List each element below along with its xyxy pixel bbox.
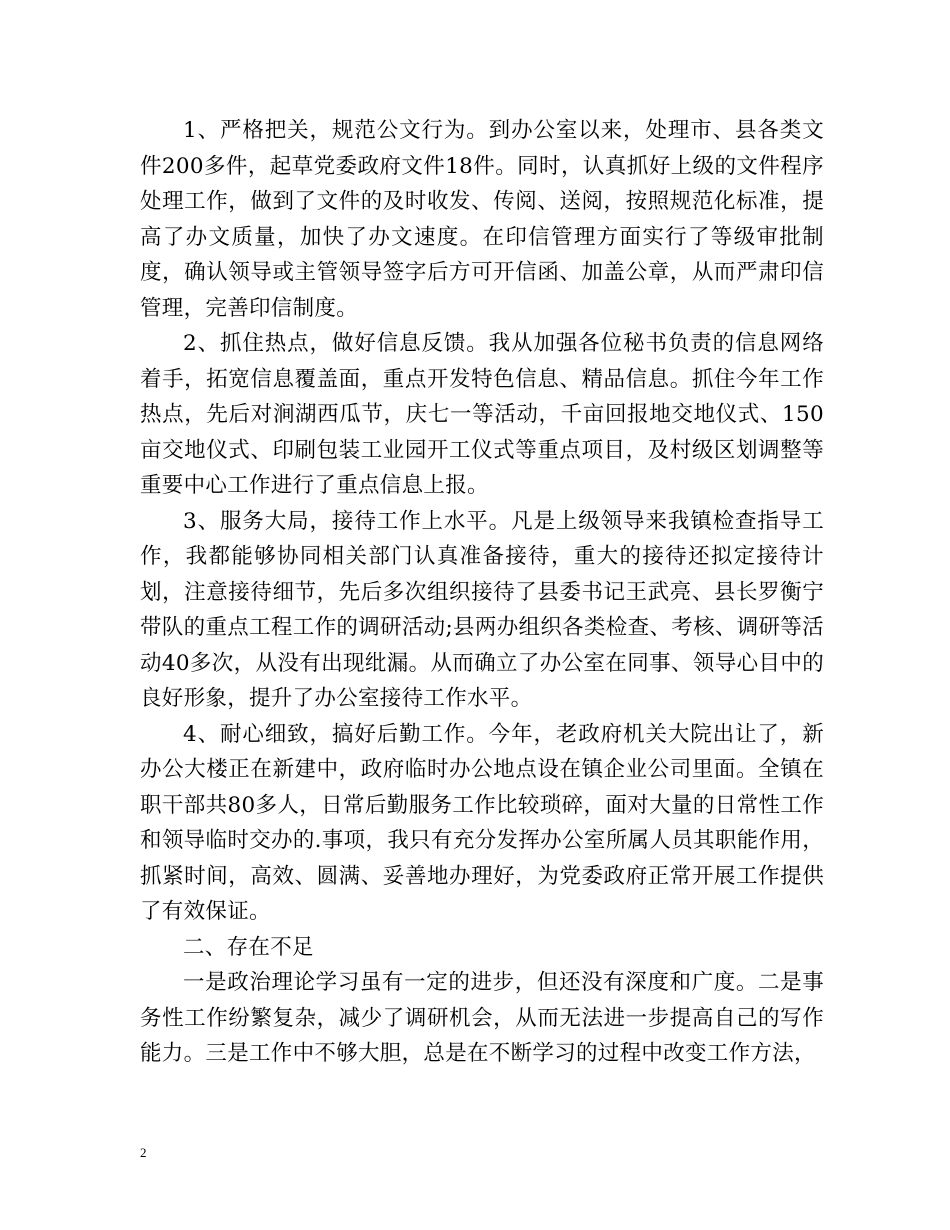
paragraph-1-document-handling: 1、严格把关，规范公文行为。到办公室以来，处理市、县各类文件200多件，起草党委政府文件18件。同时，认真抓好上级的文件程序处理工作，做到了文件的及时收发、传阅、送阅，按照规范化标准，提高了办文质量，加快了办文速度。在印信管理方面实行了等级审批制度，确认领导或主管领导签字后方可开信函、加盖公章，从而严肃印信管理，完善印信制度。 bbox=[140, 118, 824, 321]
paragraph-3-reception-work: 3、服务大局，接待工作上水平。凡是上级领导来我镇检查指导工作，我都能够协同相关部门认真准备接待，重大的接待还拟定接待计划，注意接待细节，先后多次组织接待了县委书记王武亮、县长罗衡宁带队的重点工程工作的调研活动;县两办组织各类检查、考核、调研等活动40多次，从没有出现纰漏。从而确立了办公室在同事、领导心目中的良好形象，提升了办公室接待工作水平。 bbox=[140, 508, 824, 711]
paragraph-4-logistics-work: 4、耐心细致，搞好后勤工作。今年，老政府机关大院出让了，新办公大楼正在新建中，政府临时办公地点设在镇企业公司里面。全镇在职干部共80多人，日常后勤服务工作比较琐碎，面对大量的日常性工作和领导临时交办的.事项，我只有充分发挥办公室所属人员其职能作用，抓紧时间，高效、圆满、妥善地办理好，为党委政府正常开展工作提供了有效保证。 bbox=[140, 721, 824, 924]
document-body bbox=[140, 113, 824, 1072]
page-number: 2 bbox=[140, 1145, 147, 1160]
paragraph-2-information-feedback: 2、抓住热点，做好信息反馈。我从加强各位秘书负责的信息网络着手，拓宽信息覆盖面，重点开发特色信息、精品信息。抓住今年工作热点，先后对涧湖西瓜节，庆七一等活动，千亩回报地交地仪式、150亩交地仪式、印刷包装工业园开工仪式等重点项目，及村级区划调整等重要中心工作进行了重点信息上报。 bbox=[140, 331, 824, 498]
paragraph-shortcomings-detail: 一是政治理论学习虽有一定的进步，但还没有深度和广度。二是事务性工作纷繁复杂，减少了调研机会，从而无法进一步提高自己的写作能力。三是工作中不够大胆，总是在不断学习的过程中改变工作方法， bbox=[140, 970, 824, 1066]
section-heading-shortcomings: 二、存在不足 bbox=[183, 934, 314, 960]
